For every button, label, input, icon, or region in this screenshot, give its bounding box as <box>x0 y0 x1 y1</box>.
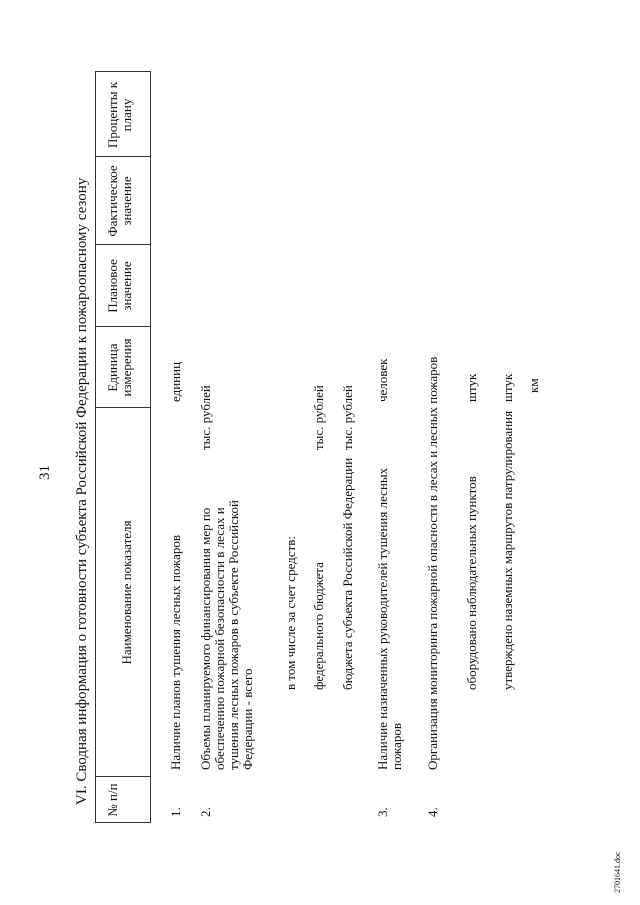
row-number: 3. <box>375 807 390 817</box>
header-plan: Плановое значение <box>105 259 134 313</box>
header-percent: Проценты к плану <box>105 81 134 149</box>
unit-value: тыс. рублей <box>198 385 213 450</box>
indicator-name: в том числе за счет средств: <box>283 536 298 690</box>
column-separator <box>95 244 151 245</box>
table-left-border <box>95 822 151 823</box>
header-unit: Единица измерения <box>105 338 134 397</box>
column-separator <box>95 156 151 157</box>
header-name: Наименование показателя <box>119 520 134 665</box>
indicator-name: оборудовано наблюдательных пунктов <box>464 476 479 690</box>
table-top-border <box>95 72 96 823</box>
table-right-border <box>95 71 151 72</box>
indicator-name: бюджета субъекта Российской Федерации <box>340 457 355 690</box>
table-header-bottom-border <box>150 72 151 823</box>
row-number: 4. <box>425 807 440 817</box>
document-code: 2701641.doc <box>613 851 622 893</box>
row-number: 2. <box>198 807 213 817</box>
unit-value: штук <box>500 373 515 402</box>
unit-value-secondary: км <box>526 378 541 393</box>
column-separator <box>95 776 151 777</box>
indicator-name: Объемы планируемого финансирования мер по обеспечению пожарной безопасности в лесах и тушения лесных пожаров в субъекте Российской Федерации - всего <box>198 499 255 770</box>
indicator-name: федерального бюджета <box>311 562 326 690</box>
unit-value: тыс. рублей <box>311 385 326 450</box>
column-separator <box>95 407 151 408</box>
header-fact: Фактическое значение <box>105 165 134 237</box>
header-num: № п/п <box>105 783 120 817</box>
indicator-name: утверждено наземных маршрутов патрулирования <box>500 410 515 690</box>
column-separator <box>95 326 151 327</box>
page-number: 31 <box>37 465 53 480</box>
indicator-name: Наличие назначенных руководителей тушения лесных пожаров <box>375 467 404 770</box>
indicator-name: Организация мониторинга пожарной опасности в лесах и лесных пожаров <box>425 356 440 770</box>
unit-value: тыс. рублей <box>340 385 355 450</box>
indicator-name: Наличие планов тушения лесных пожаров <box>168 534 183 770</box>
section-title: VI. Сводная информация о готовности субъекта Российской Федерации к пожароопасному сезону <box>74 177 90 805</box>
row-number: 1. <box>168 807 183 817</box>
unit-value: единиц <box>168 361 183 402</box>
unit-value: человек <box>375 358 390 402</box>
unit-value: штук <box>464 373 479 402</box>
